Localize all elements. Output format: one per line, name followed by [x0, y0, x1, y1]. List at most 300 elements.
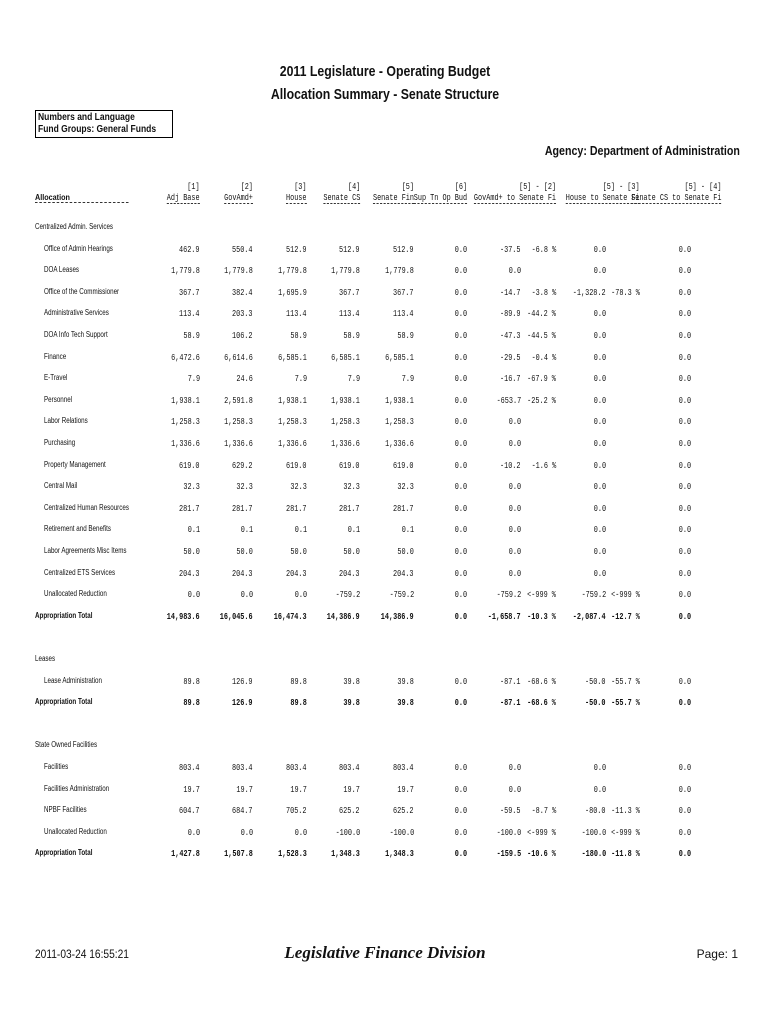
cell-value: -44.5 % — [527, 330, 556, 341]
cell-value: 0.0 — [454, 244, 467, 255]
row-label: Labor Relations — [44, 416, 88, 425]
cell-value: 6,585.1 — [278, 352, 307, 363]
cell-value: 0.0 — [678, 265, 691, 276]
cell-value: 14,386.9 — [381, 611, 414, 622]
row-label: NPBF Facilities — [44, 805, 87, 814]
cell-value: <-999 % — [611, 589, 640, 600]
cell-value: 126.9 — [232, 676, 253, 687]
table-row — [0, 373, 770, 385]
cell-value: -29.5 — [500, 352, 521, 363]
cell-value: 0.0 — [678, 395, 691, 406]
cell-value: 1,507.8 — [224, 848, 253, 859]
cell-value: -759.2 — [389, 589, 414, 600]
cell-value: 0.0 — [508, 568, 521, 579]
table-row — [0, 568, 770, 580]
table-row — [0, 676, 770, 688]
cell-value: 1,348.3 — [385, 848, 414, 859]
column-label: Sup Tn Op Bud — [413, 192, 467, 203]
cell-value: 0.0 — [678, 697, 691, 708]
cell-value: 0.0 — [678, 373, 691, 384]
cell-value: 705.2 — [286, 805, 307, 816]
cell-value: 0.0 — [678, 568, 691, 579]
cell-value: 16,474.3 — [274, 611, 307, 622]
cell-value: 50.0 — [183, 546, 200, 557]
section-header-row — [0, 740, 770, 752]
table-row — [0, 438, 770, 450]
table-row — [0, 524, 770, 536]
cell-value: 7.9 — [401, 373, 414, 384]
cell-value: 204.3 — [179, 568, 200, 579]
cell-value: 32.3 — [290, 481, 307, 492]
row-label: Personnel — [44, 395, 73, 404]
cell-value: 89.8 — [183, 697, 200, 708]
cell-value: -100.0 — [389, 827, 414, 838]
cell-value: 0.0 — [454, 416, 467, 427]
cell-value: 803.4 — [179, 762, 200, 773]
cell-value: 1,938.1 — [385, 395, 414, 406]
cell-value: 39.8 — [343, 697, 360, 708]
total-row — [0, 697, 770, 709]
cell-value: -47.3 — [500, 330, 521, 341]
cell-value: 16,045.6 — [220, 611, 253, 622]
row-label: Unallocated Reduction — [44, 827, 107, 836]
cell-value: 0.0 — [294, 827, 307, 838]
cell-value: -50.0 — [585, 676, 606, 687]
cell-value: -3.8 % — [531, 287, 556, 298]
cell-value: -80.0 — [585, 805, 606, 816]
cell-value: 1,779.8 — [171, 265, 200, 276]
cell-value: 803.4 — [339, 762, 360, 773]
cell-value: 14,386.9 — [327, 611, 360, 622]
cell-value: -759.2 — [335, 589, 360, 600]
cell-value: 89.8 — [183, 676, 200, 687]
cell-value: 0.0 — [187, 827, 200, 838]
column-header — [286, 181, 307, 204]
cell-value: 0.0 — [593, 784, 606, 795]
cell-value: -11.8 % — [611, 848, 640, 859]
cell-value: 0.0 — [454, 352, 467, 363]
section-label: Centralized Admin. Services — [35, 222, 114, 231]
row-label: Administrative Services — [44, 308, 109, 317]
cell-value: 1,779.8 — [385, 265, 414, 276]
cell-value: 0.0 — [593, 762, 606, 773]
cell-value: 0.0 — [454, 827, 467, 838]
cell-value: 0.0 — [593, 524, 606, 535]
cell-value: -11.3 % — [611, 805, 640, 816]
cell-value: <-999 % — [611, 827, 640, 838]
cell-value: 6,585.1 — [331, 352, 360, 363]
cell-value: 50.0 — [290, 546, 307, 557]
cell-value: -68.6 % — [527, 676, 556, 687]
cell-value: -759.2 — [581, 589, 606, 600]
cell-value: 281.7 — [232, 503, 253, 514]
cell-value: -50.0 — [585, 697, 606, 708]
cell-value: 629.2 — [232, 460, 253, 471]
column-label: House — [286, 192, 307, 203]
agency-label: Agency: Department of Administration — [544, 143, 740, 158]
column-number: [5] — [401, 181, 414, 192]
cell-value: 0.0 — [454, 784, 467, 795]
cell-value: 106.2 — [232, 330, 253, 341]
cell-value: 625.2 — [339, 805, 360, 816]
cell-value: 0.0 — [187, 589, 200, 600]
report-title: 2011 Legislature - Operating Budget — [279, 63, 491, 80]
table-row — [0, 503, 770, 515]
cell-value: 0.0 — [454, 287, 467, 298]
cell-value: 89.8 — [290, 676, 307, 687]
cell-value: 0.0 — [240, 827, 253, 838]
column-header — [566, 181, 640, 204]
cell-value: 32.3 — [236, 481, 253, 492]
cell-value: -2,087.4 — [573, 611, 606, 622]
cell-value: 39.8 — [397, 676, 414, 687]
row-label: E-Travel — [44, 373, 68, 382]
cell-value: 113.4 — [339, 308, 360, 319]
cell-value: 0.0 — [593, 438, 606, 449]
cell-value: 512.9 — [339, 244, 360, 255]
cell-value: 0.1 — [187, 524, 200, 535]
cell-value: 0.0 — [678, 438, 691, 449]
column-header — [414, 181, 467, 204]
cell-value: 0.0 — [593, 546, 606, 557]
cell-value: 1,695.9 — [278, 287, 307, 298]
table-row — [0, 308, 770, 320]
cell-value: 0.0 — [454, 611, 467, 622]
cell-value: 1,779.8 — [224, 265, 253, 276]
cell-value: 0.0 — [508, 762, 521, 773]
row-label: DOA Info Tech Support — [44, 330, 108, 339]
cell-value: 0.0 — [678, 503, 691, 514]
cell-value: 0.0 — [454, 481, 467, 492]
report-subtitle: Allocation Summary - Senate Structure — [270, 86, 500, 103]
cell-value: 0.1 — [240, 524, 253, 535]
cell-value: 0.0 — [454, 676, 467, 687]
column-label: Adj Base — [167, 192, 200, 203]
table-row — [0, 416, 770, 428]
column-number: [6] — [454, 181, 467, 192]
row-label: Lease Administration — [44, 676, 102, 685]
cell-value: 0.0 — [240, 589, 253, 600]
cell-value: 113.4 — [179, 308, 200, 319]
cell-value: 1,938.1 — [171, 395, 200, 406]
column-header — [167, 181, 200, 204]
cell-value: 619.0 — [393, 460, 414, 471]
cell-value: 803.4 — [393, 762, 414, 773]
section-header-row — [0, 654, 770, 666]
cell-value: -1.6 % — [531, 460, 556, 471]
row-label: DOA Leases — [44, 265, 80, 274]
cell-value: 0.1 — [401, 524, 414, 535]
table-row — [0, 395, 770, 407]
cell-value: 19.7 — [236, 784, 253, 795]
cell-value: -67.9 % — [527, 373, 556, 384]
column-label: GovAmd+ — [224, 192, 253, 203]
column-number: [5] - [3] — [603, 181, 640, 192]
cell-value: -159.5 — [496, 848, 521, 859]
table-row — [0, 287, 770, 299]
cell-value: 0.0 — [593, 481, 606, 492]
cell-value: 0.0 — [678, 589, 691, 600]
cell-value: 1,336.6 — [224, 438, 253, 449]
cell-value: 1,336.6 — [385, 438, 414, 449]
row-label: Office of Admin Hearings — [44, 244, 113, 253]
cell-value: 0.0 — [593, 503, 606, 514]
allocation-header: Allocation — [35, 192, 129, 203]
cell-value: 0.0 — [678, 244, 691, 255]
cell-value: 0.0 — [678, 330, 691, 341]
cell-value: 0.0 — [593, 330, 606, 341]
cell-value: 0.0 — [508, 481, 521, 492]
cell-value: 203.3 — [232, 308, 253, 319]
cell-value: <-999 % — [527, 589, 556, 600]
cell-value: 0.0 — [454, 438, 467, 449]
cell-value: -59.5 — [500, 805, 521, 816]
row-label: Facilities — [44, 762, 69, 771]
cell-value: 39.8 — [397, 697, 414, 708]
cell-value: 0.0 — [454, 546, 467, 557]
table-row — [0, 827, 770, 839]
cell-value: 367.7 — [179, 287, 200, 298]
fund-group-box — [35, 110, 173, 138]
cell-value: 0.0 — [508, 438, 521, 449]
cell-value: 1,779.8 — [331, 265, 360, 276]
table-row — [0, 460, 770, 472]
cell-value: 0.0 — [678, 827, 691, 838]
cell-value: -6.8 % — [531, 244, 556, 255]
cell-value: 0.0 — [454, 589, 467, 600]
table-row — [0, 784, 770, 796]
cell-value: 0.0 — [593, 352, 606, 363]
cell-value: -100.0 — [581, 827, 606, 838]
cell-value: 1,779.8 — [278, 265, 307, 276]
cell-value: 281.7 — [339, 503, 360, 514]
cell-value: 281.7 — [286, 503, 307, 514]
column-header — [474, 181, 556, 204]
cell-value: 0.0 — [508, 265, 521, 276]
table-row — [0, 546, 770, 558]
cell-value: 204.3 — [339, 568, 360, 579]
row-label: Facilities Administration — [44, 784, 110, 793]
cell-value: 0.0 — [678, 460, 691, 471]
table-row — [0, 805, 770, 817]
column-label: House to Senate Fi — [566, 192, 640, 203]
footer-division-signature: Legislative Finance Division — [284, 943, 486, 962]
cell-value: 0.0 — [454, 697, 467, 708]
cell-value: 619.0 — [286, 460, 307, 471]
cell-value: 1,258.3 — [171, 416, 200, 427]
cell-value: 619.0 — [179, 460, 200, 471]
cell-value: 14,983.6 — [167, 611, 200, 622]
column-header — [631, 181, 721, 204]
cell-value: 7.9 — [347, 373, 360, 384]
cell-value: 512.9 — [393, 244, 414, 255]
column-number: [1] — [187, 181, 200, 192]
cell-value: 32.3 — [183, 481, 200, 492]
cell-value: 7.9 — [294, 373, 307, 384]
cell-value: 0.0 — [294, 589, 307, 600]
cell-value: 0.0 — [508, 546, 521, 557]
cell-value: 1,258.3 — [331, 416, 360, 427]
footer-timestamp: 2011-03-24 16:55:21 — [35, 947, 129, 961]
cell-value: -653.7 — [496, 395, 521, 406]
cell-value: 204.3 — [286, 568, 307, 579]
row-label: Appropriation Total — [35, 848, 93, 857]
fund-groups-label: Fund Groups: General Funds — [38, 124, 157, 135]
cell-value: 6,585.1 — [385, 352, 414, 363]
table-row — [0, 265, 770, 277]
table-row — [0, 762, 770, 774]
cell-value: 0.0 — [678, 611, 691, 622]
cell-value: 1,938.1 — [278, 395, 307, 406]
cell-value: 32.3 — [397, 481, 414, 492]
cell-value: 684.7 — [232, 805, 253, 816]
cell-value: 0.0 — [678, 308, 691, 319]
cell-value: 2,591.8 — [224, 395, 253, 406]
cell-value: 0.0 — [678, 524, 691, 535]
cell-value: 0.0 — [678, 287, 691, 298]
column-header — [373, 181, 414, 204]
cell-value: -44.2 % — [527, 308, 556, 319]
cell-value: 39.8 — [343, 676, 360, 687]
cell-value: -12.7 % — [611, 611, 640, 622]
cell-value: 24.6 — [236, 373, 253, 384]
cell-value: -14.7 — [500, 287, 521, 298]
cell-value: -55.7 % — [611, 697, 640, 708]
column-header — [323, 181, 360, 204]
cell-value: 1,528.3 — [278, 848, 307, 859]
cell-value: 0.0 — [593, 265, 606, 276]
cell-value: 58.9 — [343, 330, 360, 341]
cell-value: 0.0 — [593, 568, 606, 579]
numbers-language-label: Numbers and Language — [38, 112, 135, 123]
cell-value: -10.3 % — [527, 611, 556, 622]
cell-value: 58.9 — [397, 330, 414, 341]
cell-value: 619.0 — [339, 460, 360, 471]
cell-value: 0.0 — [678, 546, 691, 557]
cell-value: 462.9 — [179, 244, 200, 255]
cell-value: -87.1 — [500, 697, 521, 708]
cell-value: 0.0 — [678, 805, 691, 816]
cell-value: 0.0 — [454, 848, 467, 859]
cell-value: 19.7 — [397, 784, 414, 795]
cell-value: 625.2 — [393, 805, 414, 816]
cell-value: 6,614.6 — [224, 352, 253, 363]
cell-value: 0.0 — [454, 503, 467, 514]
table-row — [0, 244, 770, 256]
cell-value: 1,258.3 — [224, 416, 253, 427]
cell-value: 512.9 — [286, 244, 307, 255]
cell-value: 50.0 — [397, 546, 414, 557]
cell-value: 0.0 — [593, 373, 606, 384]
section-label: Leases — [35, 654, 56, 663]
cell-value: -78.3 % — [611, 287, 640, 298]
cell-value: -16.7 — [500, 373, 521, 384]
row-label: Unallocated Reduction — [44, 589, 107, 598]
cell-value: 113.4 — [286, 308, 307, 319]
cell-value: -1,328.2 — [573, 287, 606, 298]
table-row — [0, 589, 770, 601]
column-label: Senate CS — [323, 192, 360, 203]
column-number: [2] — [240, 181, 253, 192]
cell-value: 0.0 — [678, 352, 691, 363]
cell-value: 1,258.3 — [278, 416, 307, 427]
cell-value: -1,658.7 — [488, 611, 521, 622]
cell-value: 604.7 — [179, 805, 200, 816]
row-label: Central Mail — [44, 481, 78, 490]
cell-value: 0.0 — [678, 762, 691, 773]
cell-value: 281.7 — [393, 503, 414, 514]
cell-value: 113.4 — [393, 308, 414, 319]
cell-value: 0.0 — [678, 416, 691, 427]
cell-value: 19.7 — [343, 784, 360, 795]
cell-value: 1,336.6 — [171, 438, 200, 449]
cell-value: 0.0 — [678, 784, 691, 795]
cell-value: 32.3 — [343, 481, 360, 492]
cell-value: -100.0 — [335, 827, 360, 838]
cell-value: 803.4 — [286, 762, 307, 773]
cell-value: 0.0 — [454, 762, 467, 773]
cell-value: 50.0 — [236, 546, 253, 557]
cell-value: -89.9 — [500, 308, 521, 319]
cell-value: 126.9 — [232, 697, 253, 708]
cell-value: 58.9 — [183, 330, 200, 341]
cell-value: 0.0 — [593, 308, 606, 319]
table-row — [0, 352, 770, 364]
row-label: Purchasing — [44, 438, 76, 447]
cell-value: 89.8 — [290, 697, 307, 708]
cell-value: 367.7 — [339, 287, 360, 298]
cell-value: -100.0 — [496, 827, 521, 838]
cell-value: 0.0 — [678, 848, 691, 859]
cell-value: 382.4 — [232, 287, 253, 298]
cell-value: 0.1 — [347, 524, 360, 535]
cell-value: 1,258.3 — [385, 416, 414, 427]
cell-value: -759.2 — [496, 589, 521, 600]
cell-value: 0.0 — [593, 395, 606, 406]
row-label: Centralized Human Resources — [44, 503, 129, 512]
cell-value: 0.0 — [508, 503, 521, 514]
cell-value: <-999 % — [527, 827, 556, 838]
cell-value: 7.9 — [187, 373, 200, 384]
row-label: Appropriation Total — [35, 697, 93, 706]
column-header — [224, 181, 253, 204]
cell-value: 1,336.6 — [278, 438, 307, 449]
column-label: Senate Fin — [372, 192, 414, 203]
column-number: [5] - [4] — [684, 181, 721, 192]
cell-value: 0.0 — [454, 308, 467, 319]
row-label: Finance — [44, 352, 67, 361]
row-label: Property Management — [44, 460, 106, 469]
cell-value: 0.0 — [454, 373, 467, 384]
cell-value: 0.0 — [454, 330, 467, 341]
cell-value: 1,336.6 — [331, 438, 360, 449]
row-label: Retirement and Benefits — [44, 524, 111, 533]
cell-value: -37.5 — [500, 244, 521, 255]
cell-value: 0.1 — [294, 524, 307, 535]
cell-value: 19.7 — [290, 784, 307, 795]
cell-value: 0.0 — [508, 416, 521, 427]
cell-value: 204.3 — [393, 568, 414, 579]
cell-value: 58.9 — [290, 330, 307, 341]
column-number: [5] - [2] — [519, 181, 556, 192]
cell-value: 1,427.8 — [171, 848, 200, 859]
cell-value: 0.0 — [508, 524, 521, 535]
cell-value: -10.2 — [500, 460, 521, 471]
cell-value: 19.7 — [183, 784, 200, 795]
cell-value: -180.0 — [581, 848, 606, 859]
total-row — [0, 611, 770, 623]
row-label: Centralized ETS Services — [44, 568, 116, 577]
